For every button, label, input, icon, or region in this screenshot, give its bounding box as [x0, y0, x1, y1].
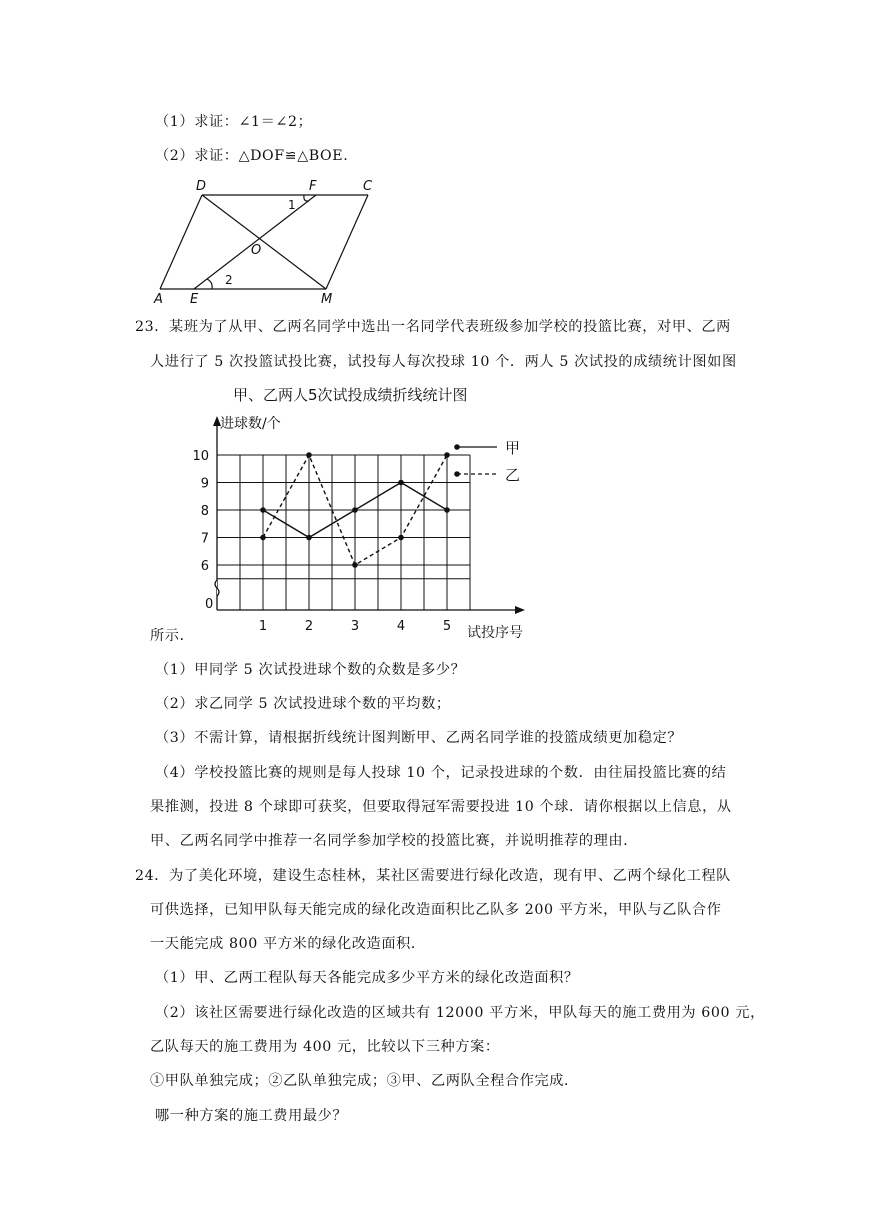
label-d: D — [196, 179, 207, 194]
q23-part4-line1: （4）学校投篮比赛的规则是每人投球 10 个，记录投进球的个数．由往届投篮比赛的结 — [155, 765, 727, 781]
x-tick-label: 1 — [258, 619, 268, 634]
data-point — [260, 507, 266, 513]
y-axis-label: 进球数/个 — [220, 416, 281, 432]
x-axis-arrow — [515, 606, 525, 614]
q24-options: ①甲队单独完成；②乙队单独完成；③甲、乙两队全程合作完成． — [150, 1073, 579, 1089]
y-tick-label: 9 — [200, 476, 209, 492]
legend-label: 乙 — [505, 466, 521, 484]
q24-question: 哪一种方案的施工费用最少？ — [155, 1108, 348, 1124]
q22-part2: （2）求证：△DOF≌△BOE. — [155, 148, 349, 164]
q24-line2: 可供选择，已知甲队每天能完成的绿化改造面积比乙队多 200 平方米，甲队与乙队合作 — [150, 902, 722, 918]
q23-part3: （3）不需计算，请根据折线统计图判断甲、乙两名同学谁的投篮成绩更加稳定？ — [155, 730, 683, 746]
x-axis-label: 试投序号 — [467, 625, 523, 641]
x-tick-label: 2 — [304, 619, 314, 634]
data-point — [260, 535, 266, 541]
x-tick-label: 3 — [350, 619, 360, 634]
axis-break — [215, 580, 219, 596]
data-point — [306, 452, 312, 458]
label-c: C — [363, 179, 373, 194]
q23-part2: （2）求乙同学 5 次试投进球个数的平均数； — [155, 696, 451, 712]
data-point — [398, 480, 404, 486]
y-tick-label: 10 — [192, 449, 209, 464]
q23-line2: 人进行了 5 次投篮试投比赛，试投每人每次投球 10 个．两人 5 次试投的成绩统计图如图 — [150, 354, 737, 370]
y-tick-label: 7 — [200, 531, 209, 547]
q23-part4-line3: 甲、乙两名同学中推荐一名同学参加学校的投篮比赛，并说明推荐的理由． — [150, 833, 638, 849]
parallelogram-figure — [150, 175, 400, 307]
data-point — [444, 452, 450, 458]
origin-label: 0 — [205, 597, 214, 612]
label-e: E — [190, 292, 199, 307]
angle2-arc — [207, 279, 212, 289]
q24-part2-line2: 乙队每天的施工费用为 400 元，比较以下三种方案： — [150, 1039, 500, 1055]
data-point — [352, 507, 358, 513]
chart-title: 甲、乙两人5次试投成绩折线统计图 — [233, 386, 468, 404]
x-tick-label: 5 — [442, 619, 452, 634]
label-f: F — [309, 179, 317, 194]
q23-part1: （1）甲同学 5 次试投进球个数的众数是多少？ — [155, 662, 466, 678]
q24-line3: 一天能完成 800 平方米的绿化改造面积． — [150, 936, 426, 952]
y-tick-label: 8 — [200, 504, 209, 519]
q22-part1: （1）求证：∠1＝∠2； — [155, 114, 313, 130]
x-tick-label: 4 — [396, 619, 406, 634]
label-angle2: 2 — [225, 273, 233, 287]
q23-part4-line2: 果推测，投进 8 个球即可获奖，但要取得冠军需要投进 10 个球．请你根据以上信息，从 — [150, 799, 732, 815]
q24-line1: 24．为了美化环境，建设生态桂林，某社区需要进行绿化改造，现有甲、乙两个绿化工程队 — [135, 868, 731, 884]
legend-label: 甲 — [505, 439, 521, 457]
q24-part1: （1）甲、乙两工程队每天各能完成多少平方米的绿化改造面积？ — [155, 970, 579, 986]
data-point — [398, 535, 404, 541]
label-o: O — [251, 243, 262, 258]
q23-line1: 23．某班为了从甲、乙两名同学中选出一名同学代表班级参加学校的投篮比赛，对甲、乙两 — [135, 319, 731, 335]
q24-part2-line1: （2）该社区需要进行绿化改造的区域共有 12000 平方米，甲队每天的施工费用为 600 元， — [155, 1005, 765, 1021]
label-a: A — [154, 292, 163, 307]
angle1-arc — [304, 195, 309, 201]
segment-da — [160, 195, 202, 289]
data-point — [444, 507, 450, 513]
segment-cm — [326, 195, 368, 289]
data-point — [352, 562, 358, 568]
label-m: M — [321, 292, 333, 307]
label-angle1: 1 — [288, 198, 296, 212]
data-point — [306, 535, 312, 541]
y-tick-label: 6 — [200, 559, 209, 574]
segment-ef — [194, 195, 316, 289]
diagonal-dm — [202, 195, 326, 289]
line-chart — [192, 380, 540, 642]
q23-line3: 所示． — [150, 628, 195, 644]
